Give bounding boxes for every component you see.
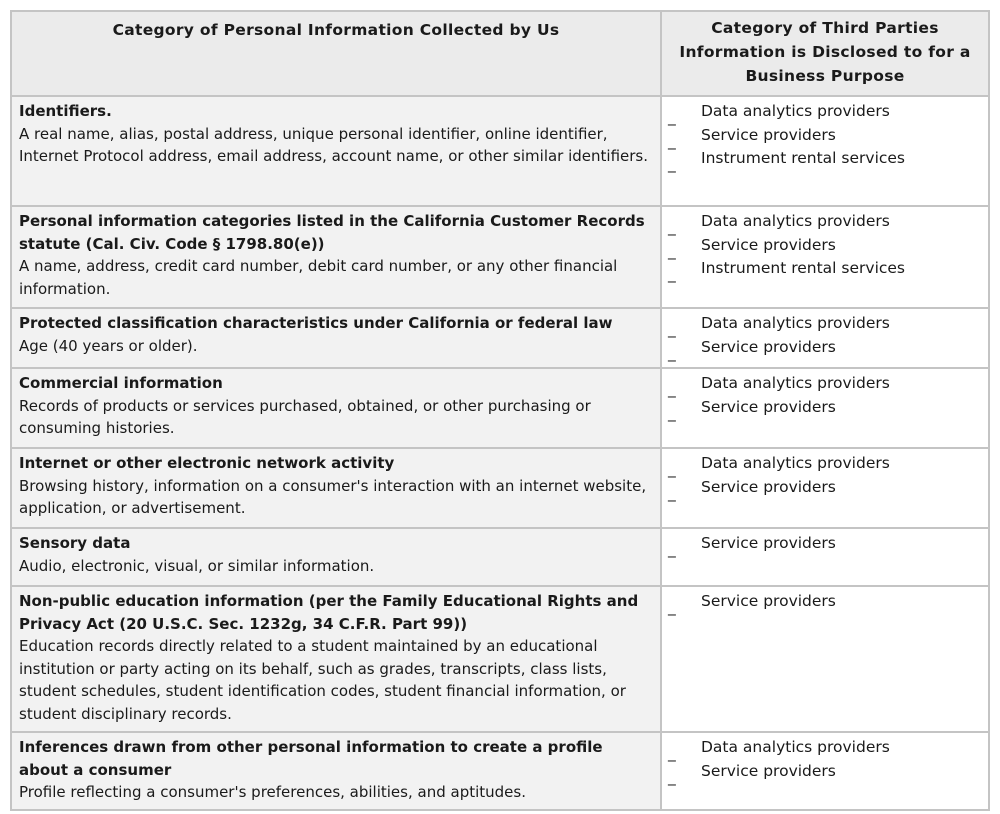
list-item [668,452,982,476]
category-description: Education records directly related to a student maintained by an educational institution or party acting on its behalf, such as grades, transcripts, class lists, student schedules, student identification codes, student financial information, or student disciplinary records. [19,637,626,723]
bullet-dash-icon: _ [668,403,676,422]
third-party-name: Data analytics providers [701,314,890,332]
third-party-list [668,210,982,281]
third-parties-cell [661,528,989,586]
list-item [668,257,982,281]
third-party-name: Service providers [701,125,836,144]
header-category-collected [11,11,661,96]
bullet-dash-icon: _ [668,598,676,616]
third-party-name: Service providers [701,761,836,780]
table-row [11,308,989,368]
third-parties-cell [661,732,989,810]
list-item [668,210,982,234]
header-third-parties-label: Category of Third Parties Information is Disclosed to for a Business Purpose [679,19,971,85]
third-party-name: Instrument rental services [701,149,906,167]
list-item [668,124,982,148]
category-cell [11,96,661,206]
list-item [668,590,982,614]
header-third-parties [661,11,989,96]
category-description: Profile reflecting a consumer's preferences, abilities, and aptitudes. [19,783,526,801]
bullet-dash-icon: _ [668,108,676,126]
third-parties-cell [661,448,989,528]
table-header-row [11,11,989,96]
list-item [668,476,982,500]
category-cell [11,732,661,810]
third-party-name: Service providers [701,235,836,254]
third-parties-cell [661,586,989,732]
third-party-name: Service providers [701,592,836,610]
table-row [11,96,989,206]
list-item [668,336,982,360]
category-description: Browsing history, information on a consumer's interaction with an internet website, application, or advertisement. [19,476,647,517]
bullet-dash-icon: _ [668,241,676,260]
category-cell [11,368,661,448]
table-row [11,586,989,732]
category-description: A name, address, credit card number, debit card number, or any other financial information. [19,257,618,298]
third-party-name: Service providers [701,534,836,552]
third-party-name: Service providers [701,337,836,356]
category-cell [11,448,661,528]
third-parties-cell [661,96,989,206]
bullet-dash-icon: _ [668,540,676,558]
category-description: Audio, electronic, visual, or similar information. [19,556,375,575]
third-party-list [668,100,982,171]
category-title: Commercial information [19,374,223,392]
category-description: Records of products or services purchased, obtained, or other purchasing or consuming histories. [19,396,591,437]
bullet-dash-icon: _ [668,320,676,338]
category-cell [11,308,661,368]
category-cell [11,206,661,308]
category-title: Personal information categories listed in the California Customer Records statute (Cal. Civ. Code § 1798.80(e)) [19,212,645,253]
table-row [11,206,989,308]
list-item [668,532,982,556]
list-item [668,100,982,124]
list-item [668,234,982,258]
bullet-dash-icon: _ [668,343,676,362]
third-party-name: Service providers [701,397,836,416]
category-title: Protected classification characteristics under California or federal law [19,314,613,332]
list-item [668,396,982,420]
third-parties-cell [661,308,989,368]
list-item [668,760,982,784]
third-party-list [668,736,982,786]
third-party-name: Data analytics providers [701,374,890,392]
category-title: Identifiers. [19,102,112,120]
bullet-dash-icon: _ [668,131,676,150]
third-party-list [668,312,982,362]
bullet-dash-icon: _ [668,265,676,283]
list-item [668,372,982,396]
category-title: Sensory data [19,534,131,552]
bullet-dash-icon: _ [668,155,676,173]
third-party-name: Data analytics providers [701,102,890,120]
bullet-dash-icon: _ [668,483,676,502]
bullet-dash-icon: _ [668,744,676,762]
third-party-name: Instrument rental services [701,259,906,277]
bullet-dash-icon: _ [668,460,676,478]
third-parties-cell [661,206,989,308]
third-party-name: Data analytics providers [701,454,890,472]
table-row [11,528,989,586]
category-description: A real name, alias, postal address, unique personal identifier, online identifier, Internet Protocol address, email address, account name, or other similar identifiers. [19,124,649,165]
category-description: Age (40 years or older). [19,336,198,355]
third-party-list [668,590,982,614]
list-item [668,736,982,760]
third-party-list [668,452,982,502]
header-category-collected-label: Category of Personal Information Collected by Us [112,21,560,39]
third-parties-cell [661,368,989,448]
table-row [11,448,989,528]
list-item [668,147,982,171]
category-title: Non-public education information (per the Family Educational Rights and Privacy Act (20 U.S.C. Sec. 1232g, 34 C.F.R. Part 99)) [19,592,639,633]
category-title: Internet or other electronic network activity [19,454,395,472]
table-row [11,368,989,448]
category-cell [11,586,661,732]
category-cell [11,528,661,586]
third-party-name: Service providers [701,477,836,496]
bullet-dash-icon: _ [668,380,676,398]
personal-information-table [10,10,990,811]
table-row [11,732,989,810]
category-title: Inferences drawn from other personal information to create a profile about a consumer [19,738,603,779]
third-party-list [668,372,982,422]
third-party-name: Data analytics providers [701,738,890,756]
bullet-dash-icon: _ [668,767,676,786]
list-item [668,312,982,336]
third-party-name: Data analytics providers [701,212,890,230]
third-party-list [668,532,982,556]
bullet-dash-icon: _ [668,218,676,236]
